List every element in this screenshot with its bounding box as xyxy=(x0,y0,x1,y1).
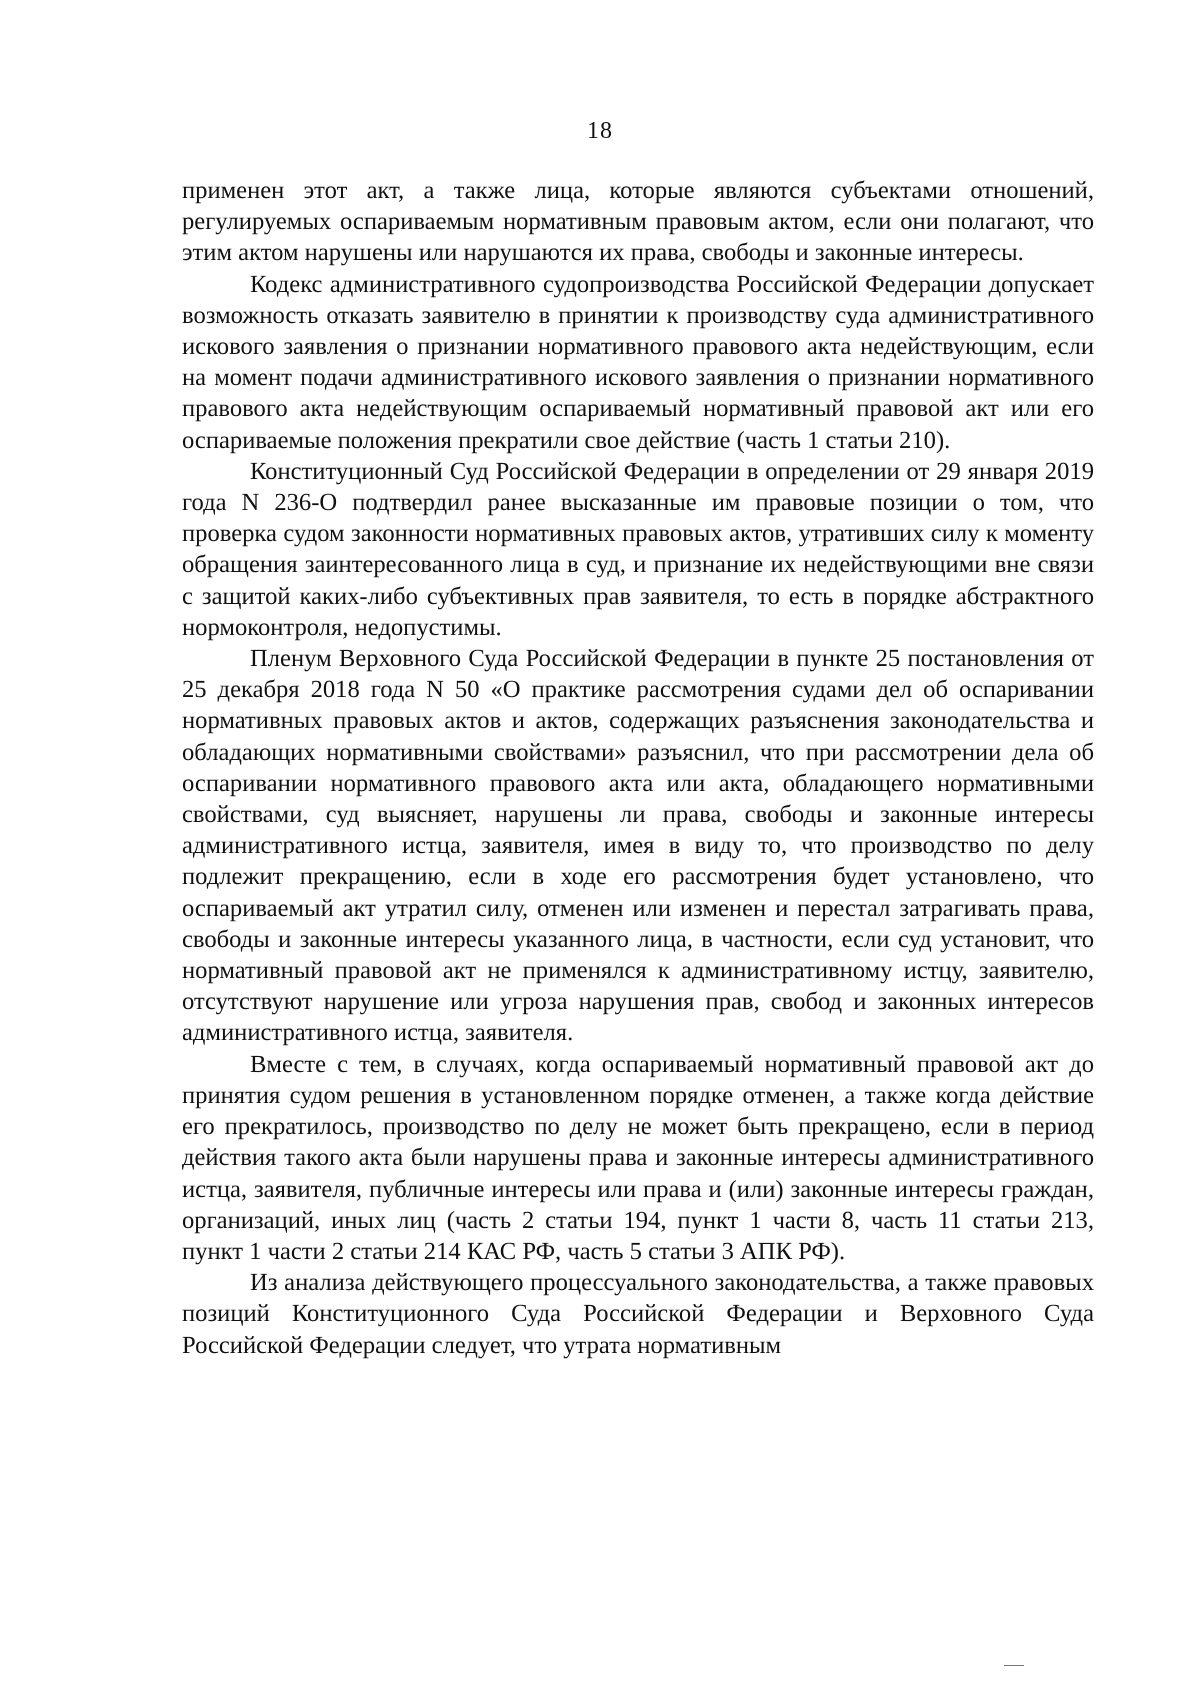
page-number: 18 xyxy=(587,118,613,144)
scan-mark xyxy=(1004,1665,1024,1666)
paragraph-1: применен этот акт, а также лица, которые являются субъектами отношений, регулируемых оспариваемым нормативным правовым актом, если они полагают, что этим актом нарушены или нарушаются их права, свободы и законные интересы. xyxy=(182,177,1094,267)
paragraph-4: Пленум Верховного Суда Российской Федерации в пункте 25 постановления от 25 декабря 2018 года N 50 «О практике рассмотрения судами дел об оспаривании нормативных правовых актов и актов, содержащих разъяснения законодательства и обладающих нормативными свойствами» разъяснил, что при рассмотрении дела об оспаривании нормативного правового акта или акта, обладающего нормативными свойствами, суд выясняет, нарушены ли права, свободы и законные интересы административного истца, заявителя, имея в виду то, что производство по делу подлежит прекращению, если в ходе его рассмотрения будет установлено, что оспариваемый акт утратил силу, отменен или изменен и перестал затрагивать права, свободы и законные интересы указанного лица, в частности, если суд установит, что нормативный правовой акт не применялся к административному истцу, заявителю, отсутствуют нарушение или угроза нарушения прав, свобод и законных интересов административного истца, заявителя. xyxy=(182,645,1094,1047)
paragraph-3: Конституционный Суд Российской Федерации в определении от 29 января 2019 года N 236-О подтвердил ранее высказанные им правовые позиции о том, что проверка судом законности нормативных правовых актов, утративших силу к моменту обращения заинтересованного лица в суд, и признание их недействующими вне связи с защитой каких-либо субъективных прав заявителя, то есть в порядке абстрактного нормоконтроля, недопустимы. xyxy=(182,457,1094,641)
paragraph-2: Кодекс административного судопроизводства Российской Федерации допускает возможность отказать заявителю в принятии к производству суда административного искового заявления о признании нормативного правового акта недействующим, если на момент подачи административного искового заявления о признании нормативного правового акта недействующим оспариваемый нормативный правовой акт или его оспариваемые положения прекратили свое действие (часть 1 статьи 210). xyxy=(182,270,1094,454)
paragraph-6: Из анализа действующего процессуального законодательства, а также правовых позиций Конституционного Суда Российской Федерации и Верховного Суда Российской Федерации следует, что утрата нормативным xyxy=(182,1269,1094,1359)
document-body xyxy=(182,175,1094,1361)
paragraph-5: Вместе с тем, в случаях, когда оспариваемый нормативный правовой акт до принятия судом решения в установленном порядке отменен, а также когда действие его прекратилось, производство по делу не может быть прекращено, если в период действия такого акта были нарушены права и законные интересы административного истца, заявителя, публичные интересы или права и (или) законные интересы граждан, организаций, иных лиц (часть 2 статьи 194, пункт 1 части 8, часть 11 статьи 213, пункт 1 части 2 статьи 214 КАС РФ, часть 5 статьи 3 АПК РФ). xyxy=(182,1050,1094,1265)
